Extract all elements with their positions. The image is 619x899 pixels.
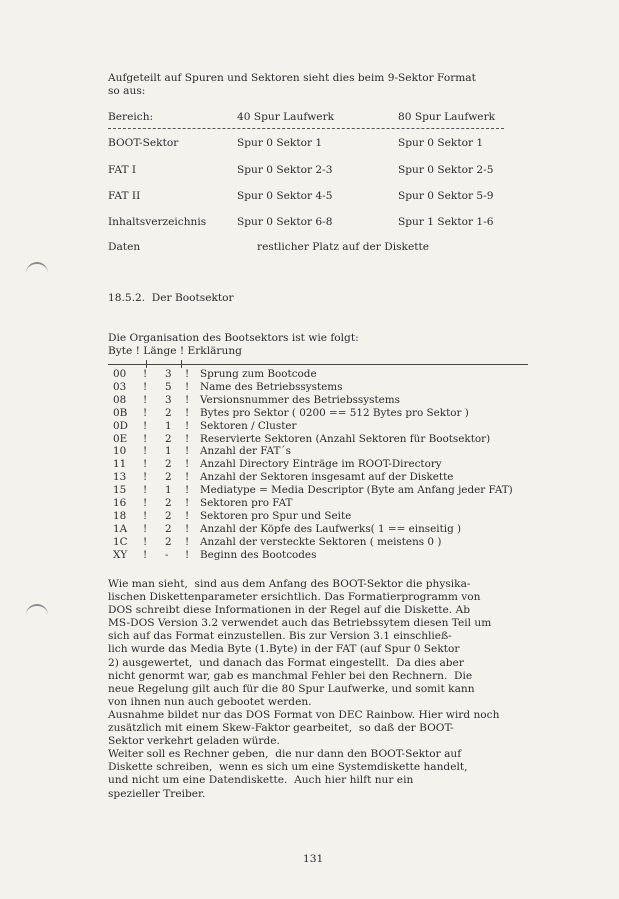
body-line: zusätzlich mit einem Skew-Faktor gearbeitet, so daß der BOOT- [108, 722, 454, 735]
body-line: lischen Diskettenparameter ersichtlich. Das Formatierprogramm von [108, 591, 481, 604]
byte-offset: 13 [113, 471, 127, 484]
byte-offset: 00 [113, 368, 127, 380]
byte-offset: 0B [113, 406, 128, 419]
body-line: nicht genormt war, gab es manchmal Fehler bei den Rechnern. Die [108, 669, 473, 682]
body-line: Weiter soll es Rechner geben, die nur dann den BOOT-Sektor auf [108, 748, 462, 761]
separator: ! [143, 432, 148, 445]
separator: ! [185, 509, 190, 522]
table-row [108, 484, 528, 497]
layout-header-area: Bereich: [108, 111, 154, 123]
punch-hole-mark [26, 262, 48, 276]
layout-daten-label: Daten [108, 241, 141, 253]
table-row [108, 433, 528, 446]
description: Anzahl der versteckte Sektoren ( meistens 0 ) [200, 535, 442, 548]
org-line: Die Organisation des Bootsektors ist wie folgt: [108, 332, 359, 344]
description: Versionsnummer des Betriebssystems [200, 393, 400, 406]
length: 2 [165, 535, 172, 548]
layout-cell: Spur 0 Sektor 1 [237, 137, 323, 149]
description: Sektoren pro Spur und Seite [200, 509, 352, 522]
description: Anzahl der Sektoren insgesamt auf der Diskette [200, 471, 454, 484]
punch-hole-mark [26, 604, 48, 618]
table-row [108, 523, 528, 536]
layout-cell: Spur 1 Sektor 1-6 [398, 216, 494, 228]
table-row [108, 510, 528, 523]
body-line: spezieller Treiber. [108, 787, 206, 800]
separator: ! [185, 535, 190, 548]
table-top-rule [108, 364, 528, 365]
layout-cell: Spur 0 Sektor 2-5 [398, 164, 494, 176]
layout-divider [108, 128, 504, 129]
separator: ! [143, 548, 148, 561]
table-row [108, 394, 528, 407]
description: Sprung zum Bootcode [200, 368, 317, 380]
separator: ! [143, 484, 148, 497]
description: Bytes pro Sektor ( 0200 == 512 Bytes pro Sektor ) [200, 406, 469, 419]
table-rule-tick [146, 360, 147, 368]
length: 1 [165, 445, 172, 458]
length: - [165, 548, 169, 561]
separator: ! [185, 471, 190, 484]
separator: ! [185, 432, 190, 445]
description: Reservierte Sektoren (Anzahl Sektoren für Bootsektor) [200, 432, 491, 445]
layout-cell: BOOT-Sektor [108, 137, 179, 149]
byte-offset: 0E [113, 432, 128, 445]
separator: ! [185, 484, 190, 497]
separator: ! [143, 380, 148, 393]
section-heading: 18.5.2. Der Bootsektor [108, 292, 234, 304]
length: 2 [165, 406, 172, 419]
intro-line: Aufgeteilt auf Spuren und Sektoren sieht dies beim 9-Sektor Format [108, 72, 476, 84]
layout-cell: Inhaltsverzeichnis [108, 216, 207, 228]
byte-offset: 08 [113, 393, 127, 406]
separator: ! [143, 419, 148, 432]
intro-line: so aus: [108, 85, 146, 97]
description: Sektoren pro FAT [200, 497, 293, 509]
description: Anzahl Directory Einträge im ROOT-Directory [200, 458, 442, 471]
separator: ! [185, 497, 190, 509]
description: Name des Betriebssystems [200, 380, 343, 393]
body-line: Ausnahme bildet nur das DOS Format von DEC Rainbow. Hier wird noch [108, 708, 500, 721]
byte-offset: 18 [113, 509, 127, 522]
length: 2 [165, 497, 172, 509]
body-line: und nicht um eine Datendiskette. Auch hier hilft nur ein [108, 774, 414, 787]
length: 2 [165, 509, 172, 522]
byte-offset: 16 [113, 497, 127, 509]
byte-offset: XY [113, 548, 128, 561]
separator: ! [143, 535, 148, 548]
byte-offset: 10 [113, 445, 127, 458]
separator: ! [185, 393, 190, 406]
body-line: neue Regelung gilt auch für die 80 Spur Laufwerke, und somit kann [108, 682, 475, 695]
layout-cell: FAT I [108, 164, 137, 176]
column-header: Byte ! Länge ! Erklärung [108, 345, 242, 357]
separator: ! [143, 497, 148, 509]
length: 2 [165, 522, 172, 535]
table-row [108, 445, 528, 458]
page-number: 131 [303, 853, 324, 865]
byte-offset: 1A [113, 522, 128, 535]
length: 3 [165, 393, 172, 406]
table-rule-tick [181, 360, 182, 368]
separator: ! [185, 419, 190, 432]
table-row [108, 381, 528, 394]
layout-header-80: 80 Spur Laufwerk [398, 111, 496, 123]
table-row [108, 536, 528, 549]
separator: ! [185, 406, 190, 419]
layout-header-40: 40 Spur Laufwerk [237, 111, 335, 123]
body-line: von ihnen nun auch gebootet werden. [108, 695, 312, 708]
body-line: Wie man sieht, sind aus dem Anfang des BOOT-Sektor die physika- [108, 578, 471, 590]
table-row [108, 497, 528, 510]
body-line: Diskette schreiben, wenn es sich um eine Systemdiskette handelt, [108, 761, 468, 774]
layout-cell: Spur 0 Sektor 5-9 [398, 190, 494, 202]
separator: ! [143, 393, 148, 406]
length: 5 [165, 380, 172, 393]
separator: ! [185, 368, 190, 380]
separator: ! [143, 471, 148, 484]
separator: ! [143, 368, 148, 380]
separator: ! [185, 445, 190, 458]
length: 3 [165, 368, 172, 380]
separator: ! [185, 522, 190, 535]
length: 2 [165, 432, 172, 445]
body-line: sich auf das Format einzustellen. Bis zur Version 3.1 einschließ- [108, 630, 452, 643]
byte-offset: 1C [113, 535, 128, 548]
table-row [108, 420, 528, 433]
table-row [108, 407, 528, 420]
separator: ! [185, 548, 190, 561]
layout-cell: Spur 0 Sektor 4-5 [237, 190, 333, 202]
description: Anzahl der FAT´s [200, 445, 291, 458]
byte-offset: 0D [113, 419, 128, 432]
description: Anzahl der Köpfe des Laufwerks( 1 == einseitig ) [200, 522, 462, 535]
length: 2 [165, 458, 172, 471]
body-line: DOS schreibt diese Informationen in der Regel auf die Diskette. Ab [108, 604, 470, 617]
byte-offset: 15 [113, 484, 127, 497]
table-row [108, 471, 528, 484]
description: Sektoren / Cluster [200, 419, 297, 432]
separator: ! [185, 458, 190, 471]
body-line: 2) ausgewertet, und danach das Format eingestellt. Da dies aber [108, 656, 464, 669]
separator: ! [143, 458, 148, 471]
layout-cell: Spur 0 Sektor 2-3 [237, 164, 333, 176]
byte-offset: 11 [113, 458, 127, 471]
separator: ! [143, 445, 148, 458]
separator: ! [143, 522, 148, 535]
table-row [108, 549, 528, 562]
body-line: MS-DOS Version 3.2 verwendet auch das Betriebssytem diesen Teil um [108, 617, 492, 630]
length: 1 [165, 419, 172, 432]
separator: ! [143, 509, 148, 522]
description: Beginn des Bootcodes [200, 548, 317, 561]
separator: ! [143, 406, 148, 419]
byte-offset: 03 [113, 380, 127, 393]
layout-cell: FAT II [108, 190, 141, 202]
body-paragraph [108, 578, 528, 801]
layout-daten-value: restlicher Platz auf der Diskette [257, 241, 429, 253]
body-line: Sektor verkehrt geladen würde. [108, 735, 280, 748]
length: 1 [165, 484, 172, 497]
separator: ! [185, 380, 190, 393]
description: Mediatype = Media Descriptor (Byte am Anfang jeder FAT) [200, 484, 513, 497]
length: 2 [165, 471, 172, 484]
table-row [108, 368, 528, 381]
layout-cell: Spur 0 Sektor 6-8 [237, 216, 333, 228]
body-line: lich wurde das Media Byte (1.Byte) in der FAT (auf Spur 0 Sektor [108, 643, 460, 656]
layout-cell: Spur 0 Sektor 1 [398, 137, 484, 149]
table-row [108, 458, 528, 471]
